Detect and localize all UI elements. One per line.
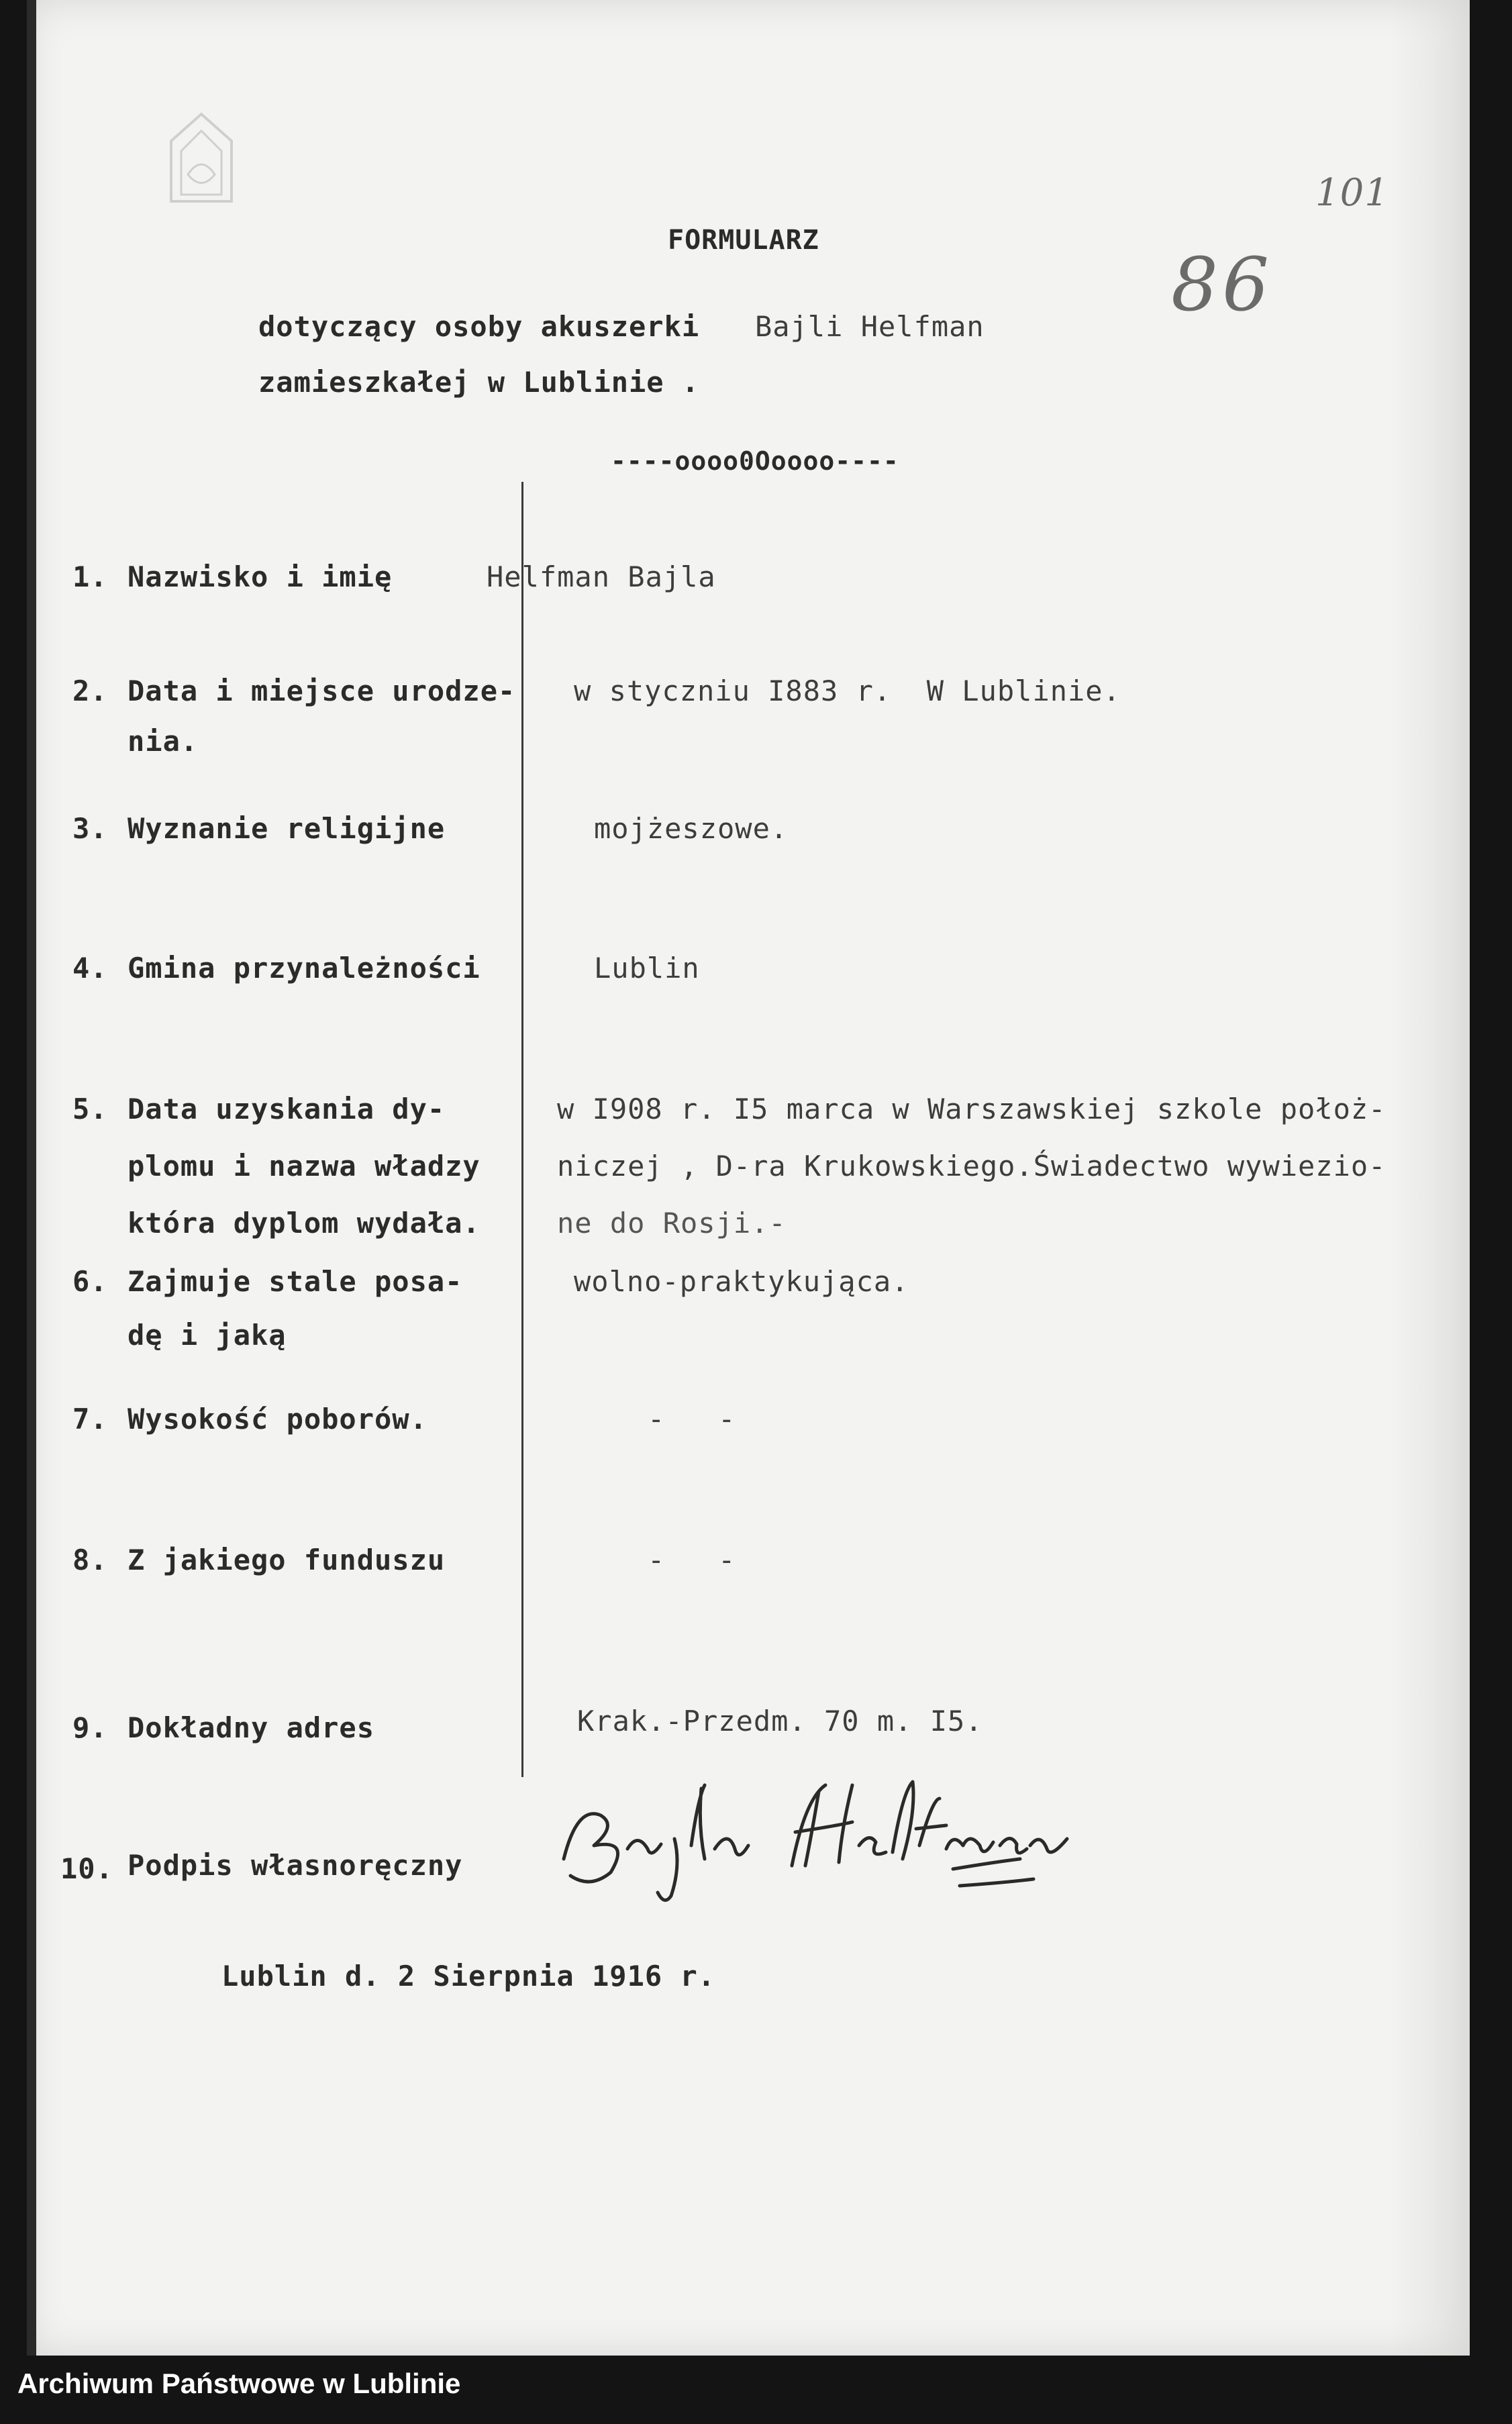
field-9-value: Krak.-Przedm. 70 m. I5. <box>577 1705 983 1737</box>
field-8-value: - - <box>648 1544 736 1576</box>
field-4-number: 4. <box>72 952 108 984</box>
place-and-date: Lublin d. 2 Sierpnia 1916 r. <box>221 1960 716 1992</box>
field-5-label-line-3: która dyplom wydała. <box>128 1207 481 1240</box>
field-2-number: 2. <box>72 674 108 707</box>
field-5-value-line-2: niczej , D-ra Krukowskiego.Świadectwo wywiezio- <box>557 1150 1387 1182</box>
folio-mark-annotation: 86 <box>1171 242 1273 327</box>
field-6-label-line-2: dę i jaką <box>128 1319 287 1352</box>
field-5-label-line-2: plomu i nazwa władzy <box>128 1150 481 1182</box>
field-7-label: Wysokość poborów. <box>128 1403 427 1435</box>
field-2-value: w styczniu I883 r. W Lublinie. <box>574 674 1121 707</box>
field-3-value: mojżeszowe. <box>594 812 789 845</box>
column-divider <box>521 482 523 1777</box>
field-5-value-line-1: w I908 r. I5 marca w Warszawskiej szkole położ- <box>557 1093 1387 1125</box>
scan-edge <box>27 0 36 2356</box>
field-8-number: 8. <box>72 1544 108 1576</box>
field-1-label: Nazwisko i imię <box>128 560 393 593</box>
field-3-number: 3. <box>72 812 108 845</box>
field-8-label: Z jakiego funduszu <box>128 1544 446 1576</box>
field-5-value-line-3: ne do Rosji.- <box>557 1207 787 1240</box>
field-9-number: 9. <box>72 1711 108 1744</box>
field-7-number: 7. <box>72 1403 108 1435</box>
field-5-number: 5. <box>72 1093 108 1125</box>
field-10-label: Podpis własnoręczny <box>128 1849 463 1882</box>
field-2-label-line-2: nia. <box>128 725 199 758</box>
field-1-number: 1. <box>72 560 108 593</box>
field-9-label: Dokładny adres <box>128 1711 375 1744</box>
field-6-value: wolno-praktykująca. <box>574 1265 909 1298</box>
field-6-label-line-1: Zajmuje stale posa- <box>128 1265 463 1298</box>
archive-name: Archiwum Państwowe w Lublinie <box>17 2368 461 2399</box>
form-title: FORMULARZ <box>668 225 819 256</box>
field-4-label: Gmina przynależności <box>128 952 481 984</box>
handwritten-signature <box>537 1758 1087 1919</box>
field-6-number: 6. <box>72 1265 108 1298</box>
field-4-value: Lublin <box>594 952 700 984</box>
field-2-label-line-1: Data i miejsce urodze- <box>128 674 516 707</box>
field-3-label: Wyznanie religijne <box>128 812 446 845</box>
field-1-value: Helfman Bajla <box>487 560 716 593</box>
form-separator: ----oooo0Ooooo---- <box>611 446 899 476</box>
embossed-stamp <box>158 101 245 215</box>
archive-footer-bar <box>0 2356 1512 2424</box>
form-subject-name: Bajli Helfman <box>755 310 985 343</box>
document-page <box>27 0 1470 2356</box>
form-subject-line-2: zamieszkałej w Lublinie . <box>258 366 700 399</box>
field-10-number: 10. <box>60 1852 113 1885</box>
field-5-label-line-1: Data uzyskania dy- <box>128 1093 446 1125</box>
form-subject-line-1: dotyczący osoby akuszerki <box>258 310 700 343</box>
page-number-annotation: 101 <box>1315 171 1389 215</box>
field-7-value: - - <box>648 1403 736 1435</box>
